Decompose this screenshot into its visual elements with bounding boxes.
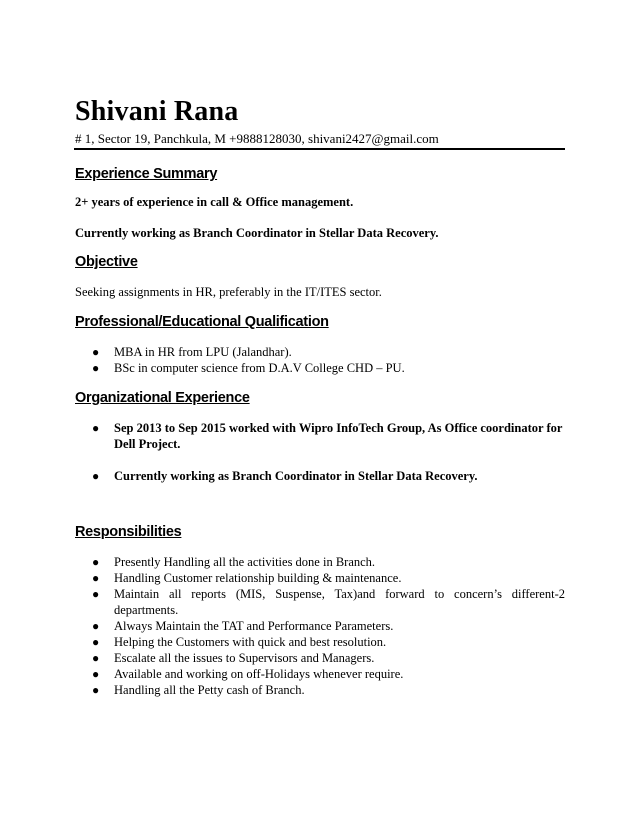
bullet-icon: ● [92,345,100,359]
bullet-icon: ● [92,555,100,569]
bullet-icon: ● [92,361,100,375]
responsibility-item-1: Presently Handling all the activities done in Branch. [114,555,376,569]
list-item [92,554,565,570]
bullet-icon: ● [92,571,100,585]
responsibility-item-4: Always Maintain the TAT and Performance Parameters. [114,619,394,633]
list-item [92,618,565,634]
bullet-icon: ● [92,651,100,665]
experience-summary-line-2: Currently working as Branch Coordinator in Stellar Data Recovery. [75,226,439,240]
responsibility-item-7: Available and working on off-Holidays whenever require. [114,667,404,681]
qualification-heading: Professional/Educational Qualification [75,314,329,330]
list-item [92,468,565,484]
list-item [92,666,565,682]
bullet-icon: ● [92,683,100,697]
candidate-name: Shivani Rana [75,96,239,127]
list-item [92,570,565,586]
organizational-list [92,420,565,484]
list-item [92,344,565,360]
responsibilities-list [92,554,565,698]
organizational-item-2: Currently working as Branch Coordinator in Stellar Data Recovery. [114,469,478,483]
list-item [92,360,565,376]
bullet-icon: ● [92,667,100,681]
list-item [92,682,565,698]
list-item [92,650,565,666]
responsibility-item-3: Maintain all reports (MIS, Suspense, Tax)and forward to concern’s different-2 departments. [114,587,565,617]
bullet-icon: ● [92,619,100,633]
bullet-icon: ● [92,469,100,483]
contact-line: # 1, Sector 19, Panchkula, M +9888128030, shivani2427@gmail.com [75,131,439,146]
qualification-list [92,344,565,376]
list-item [92,586,565,618]
experience-summary-line-1: 2+ years of experience in call & Office management. [75,195,354,209]
objective-text: Seeking assignments in HR, preferably in the IT/ITES sector. [75,285,382,299]
responsibility-item-8: Handling all the Petty cash of Branch. [114,683,305,697]
organizational-item-1: Sep 2013 to Sep 2015 worked with Wipro InfoTech Group, As Office coordinator for Dell Project. [114,421,563,451]
experience-summary-heading: Experience Summary [75,166,218,182]
list-item [92,420,565,452]
bullet-icon: ● [92,587,100,601]
organizational-heading: Organizational Experience [75,390,250,406]
qualification-item-1: MBA in HR from LPU (Jalandhar). [114,345,292,359]
responsibility-item-6: Escalate all the issues to Supervisors and Managers. [114,651,375,665]
bullet-icon: ● [92,635,100,649]
objective-heading: Objective [75,254,138,270]
responsibility-item-2: Handling Customer relationship building & maintenance. [114,571,402,585]
responsibilities-heading: Responsibilities [75,524,182,540]
header-divider [74,148,565,150]
qualification-item-2: BSc in computer science from D.A.V College CHD – PU. [114,361,405,375]
list-item [92,634,565,650]
bullet-icon: ● [92,421,100,435]
responsibility-item-5: Helping the Customers with quick and best resolution. [114,635,387,649]
